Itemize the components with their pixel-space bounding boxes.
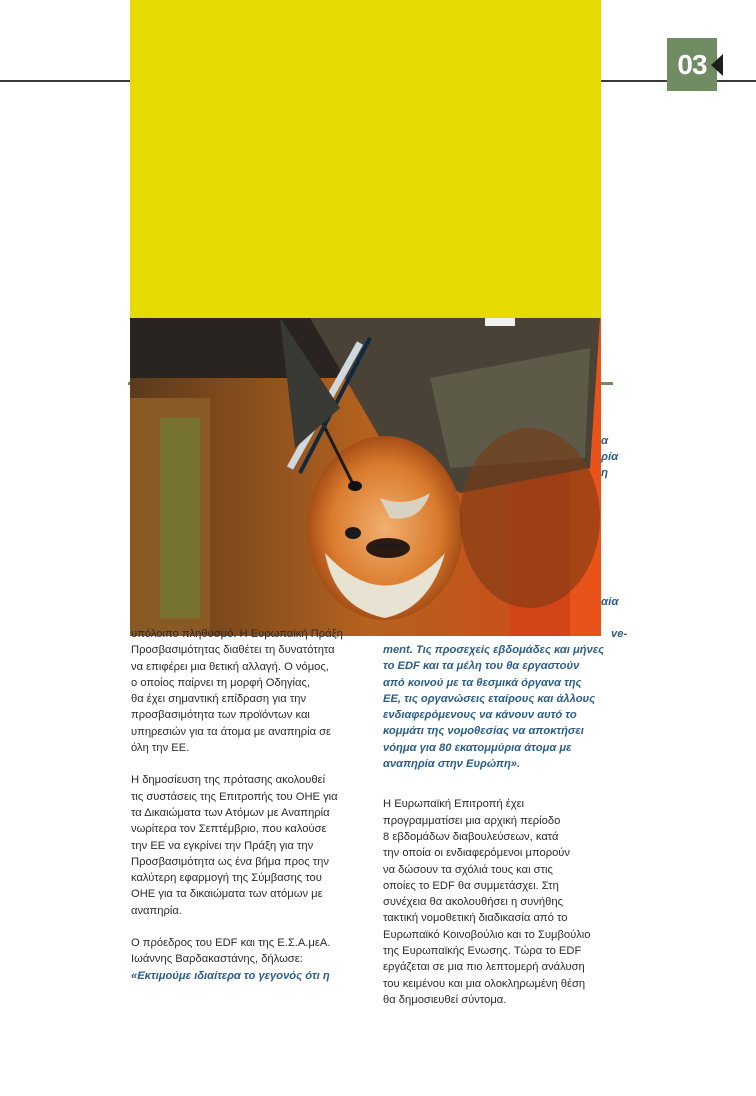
page-number-badge: 03: [667, 38, 717, 91]
text-peek: η: [601, 467, 609, 479]
text-peek: αία: [601, 596, 619, 608]
page-arrow-icon: [711, 54, 723, 76]
text-peek: α: [601, 435, 609, 447]
section-rule-right: [600, 382, 613, 385]
text-peek: ρία: [601, 451, 619, 463]
yellow-color-block: [130, 0, 601, 318]
paragraph: Ο πρόεδρος του EDF και της Ε.Σ.Α.μεΑ. Ιωάννης Βαρδακαστάνης, δήλωσε: «Εκτιμούμε ιδιαίτερα το γεγονός ότι η: [131, 937, 331, 982]
pull-quote: ment. Τις προσεχείς εβδομάδες και μήνες το EDF και τα μέλη του θα εργαστούν από κοινού με τα θεσμικά όργανα της ΕΕ, τις οργανώσεις εταίρους και άλλους ενδιαφερόμενους να κάνουν αυτό το κομμάτι της νομοθεσίας να αποκτήσει νόημα για 80 εκατομμύρια άτομα με αναπηρία στην Ευρώπη».: [383, 644, 605, 771]
right-text-column: [383, 626, 628, 1024]
paragraph: Η δημοσίευση της πρότασης ακολουθεί τις συστάσεις της Επιτροπής του ΟΗΕ για τα Δικαιώματα των Ατόμων με Αναπηρία νωρίτερα τον Σεπτέμβριο, που καλούσε την ΕΕ να εγκρίνει την Πράξη για την Προσβασιμότητα ως ένα βήμα προς την καλύτερη εφαρμογή της Σύμβασης του ΟΗΕ για τα δικαιώματα των ατόμων με αναπηρία.: [131, 774, 338, 917]
pull-quote: «Εκτιμούμε ιδιαίτερα το γεγονός ότι η: [131, 969, 330, 982]
event-photo: [130, 318, 601, 636]
left-text-column: [131, 626, 353, 1000]
paragraph: υπόλοιπο πληθυσμό. Η Ευρωπαϊκή Πράξη Προσβασιμότητας διαθέτει τη δυνατότητα να επιφέρει μια θετική αλλαγή. Ο νόμος, ο οποίος παίρνει τη μορφή Οδηγίας, θα έχει σημαντική επίδραση για την προσβασιμότητα των προϊόντων και υπηρεσιών για τα άτομα με αναπηρία σε όλη την ΕΕ.: [131, 628, 343, 755]
paragraph: Η Ευρωπαϊκή Επιτροπή έχει προγραμματίσει μια αρχική περίοδο 8 εβδομάδων διαβουλεύσεων, κατά την οποία οι ενδιαφερόμενοι μπορούν να δώσουν τα σχόλιά τους και στις οποίες το EDF θα συμμετάσχει. Στη συνέχεια θα ακολουθήσει η συνήθης τακτική νομοθετική διαδικασία από το Ευρωπαϊκό Κοινοβούλιο και το Συμβούλιο της Ευρωπαϊκής Ενωσης. Τώρα το EDF εργάζεται σε μια πιο λεπτομερή ανάλυση του κειμένου και μια ολοκληρωμένη θέση θα δημοσιευθεί σύντομα.: [383, 798, 591, 1006]
pull-quote-fragment: ve-: [611, 628, 628, 640]
